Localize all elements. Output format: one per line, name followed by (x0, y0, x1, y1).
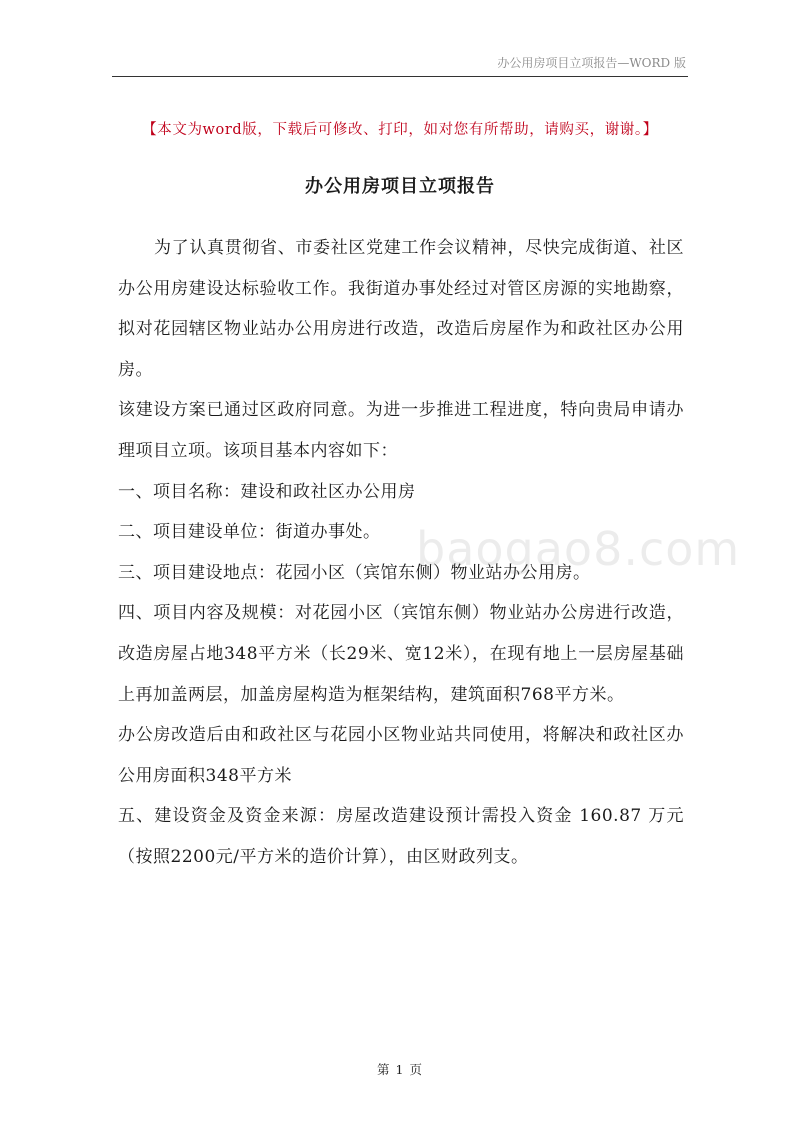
document-title: 办公用房项目立项报告 (305, 176, 495, 197)
paragraph-item-3: 三、项目建设地点：花园小区（宾馆东侧）物业站办公用房。 (118, 562, 591, 583)
paragraph-item-1: 一、项目名称：建设和政社区办公用房 (118, 481, 416, 502)
paragraph-approval: 该建设方案已通过区政府同意。为进一步推进工程进度，特向贵局申请办理项目立项。该项目基本内容如下： (118, 400, 684, 461)
page-header (112, 52, 688, 77)
paragraph-intro: 为了认真贯彻省、市委社区党建工作会议精神，尽快完成街道、社区办公用房建设达标验收工作。我街道办事处经过对管区房源的实地勘察，拟对花园辖区物业站办公用房进行改造，改造后房屋作为和政社区办公用房。 (118, 238, 684, 380)
document-body (118, 228, 684, 878)
paragraph-usage: 办公房改造后由和政社区与花园小区物业站共同使用，将解决和政社区办公用房面积348平方米 (118, 725, 684, 786)
paragraph-item-2: 二、项目建设单位：街道办事处。 (118, 522, 381, 543)
running-title: 办公用房项目立项报告—WORD 版 (497, 56, 686, 70)
paragraph-item-5: 五、建设资金及资金来源：房屋改造建设预计需投入资金 160.87 万元（按照2200元/平方米的造价计算），由区财政列支。 (118, 806, 684, 867)
purchase-notice: 【本文为word版，下载后可修改、打印，如对您有所帮助，请购买，谢谢。】 (142, 122, 658, 138)
watermark: baogao8.com (416, 522, 741, 576)
page-number: 第 1 页 (377, 1062, 423, 1077)
paragraph-item-4: 四、项目内容及规模：对花园小区（宾馆东侧）物业站办公房进行改造，改造房屋占地348平方米（长29米、宽12米），在现有地上一层房屋基础上再加盖两层，加盖房屋构造为框架结构，建筑面积768平方米。 (118, 603, 684, 705)
